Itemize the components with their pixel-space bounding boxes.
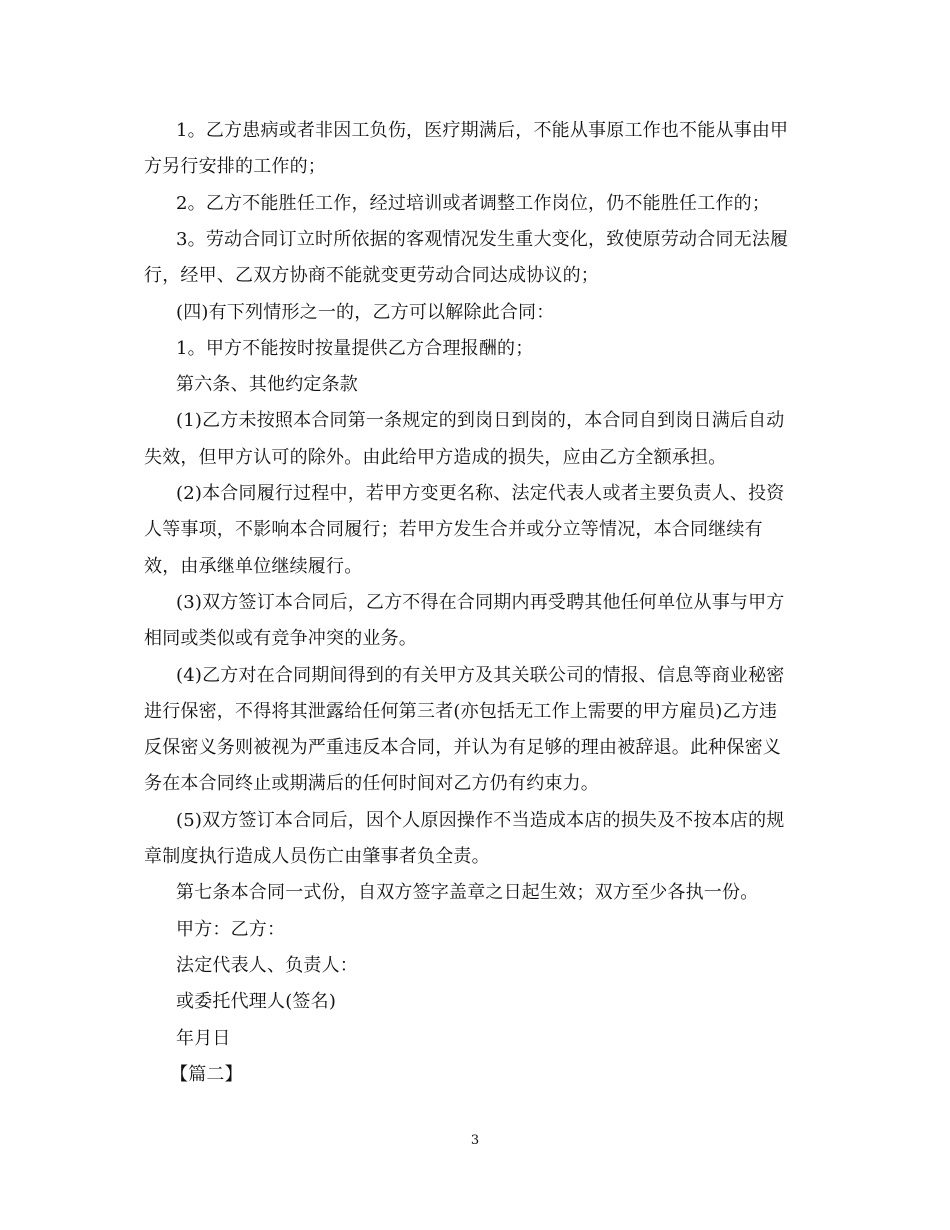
chapter-marker: 【篇二】 <box>170 1064 243 1085</box>
text-line: 失效，但甲方认可的除外。由此给甲方造成的损失，应由乙方全额承担。 <box>144 447 727 468</box>
text-line: (2)本合同履行过程中，若甲方变更名称、法定代表人或者主要负责人、投资 <box>176 483 785 504</box>
text-line: 反保密义务则被视为严重违反本合同，并认为有足够的理由被辞退。此种保密义 <box>144 737 781 758</box>
text-line: 1。乙方患病或者非因工负伤，医疗期满后，不能从事原工作也不能从事由甲 <box>176 120 789 141</box>
page-number: 3 <box>470 1133 480 1148</box>
text-line: 效，由承继单位继续履行。 <box>144 556 363 577</box>
text-line: 务在本合同终止或期满后的任何时间对乙方仍有约束力。 <box>144 773 599 794</box>
text-line: (5)双方签订本合同后，因个人原因操作不当造成本店的损失及不按本店的规 <box>176 810 785 831</box>
text-line: 行，经甲、乙双方协商不能就变更劳动合同达成协议的； <box>144 265 599 286</box>
signature-date: 年月日 <box>176 1028 231 1049</box>
text-line: 3。劳动合同订立时所依据的客观情况发生重大变化，致使原劳动合同无法履 <box>176 229 789 250</box>
section-heading: 第七条本合同一式份，自双方签字盖章之日起生效；双方至少各执一份。 <box>176 882 759 903</box>
text-line: (3)双方签订本合同后，乙方不得在合同期内再受聘其他任何单位从事与甲方 <box>176 592 785 613</box>
text-line: 方另行安排的工作的； <box>144 156 326 177</box>
text-line: 1。甲方不能按时按量提供乙方合理报酬的； <box>176 338 534 359</box>
text-line: (4)乙方对在合同期间得到的有关甲方及其关联公司的情报、信息等商业秘密 <box>176 665 785 686</box>
text-line: 相同或类似或有竞争冲突的业务。 <box>144 628 417 649</box>
text-line: 2。乙方不能胜任工作，经过培训或者调整工作岗位，仍不能胜任工作的； <box>176 193 771 214</box>
text-line: 进行保密，不得将其泄露给任何第三者(亦包括无工作上需要的甲方雇员)乙方违 <box>144 701 778 722</box>
text-line: 人等事项，不影响本合同履行；若甲方发生合并或分立等情况，本合同继续有 <box>144 519 763 540</box>
signature-parties: 甲方：乙方： <box>176 919 286 940</box>
text-line: 章制度执行造成人员伤亡由肇事者负全责。 <box>144 846 490 867</box>
text-line: (四)有下列情形之一的，乙方可以解除此合同： <box>176 302 555 323</box>
signature-agent: 或委托代理人(签名) <box>176 991 337 1012</box>
signature-representative: 法定代表人、负责人： <box>176 955 358 976</box>
section-heading: 第六条、其他约定条款 <box>176 374 358 395</box>
text-line: (1)乙方未按照本合同第一条规定的到岗日到岗的，本合同自到岗日满后自动 <box>176 410 785 431</box>
